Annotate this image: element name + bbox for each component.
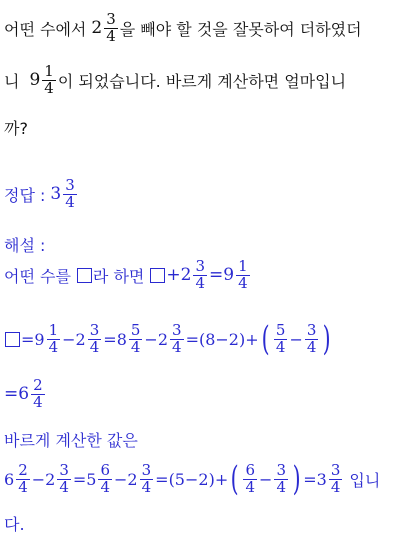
explanation-line-6: 다. xyxy=(4,515,25,534)
explanation-line-2: = 9 $\frac{1}{4}$ − 2 $\frac{3}{4}$ = 8 $\frac{5}{4}$ − 2 $\frac{3}{4}$ = (8−2) + ( $\frac{5}{4}$ − $\frac{3}{4}$ ) xyxy=(4,322,398,356)
fraction: $\frac{1}{4}$ xyxy=(48,320,59,356)
fraction: $\frac{5}{4}$ xyxy=(275,320,286,356)
fraction: $\frac{3}{4}$ xyxy=(276,460,286,496)
problem-line-3 xyxy=(4,116,398,139)
mixed-whole: 9 xyxy=(29,70,41,91)
fraction: $\frac{2}{4}$ xyxy=(18,460,28,496)
fraction: $\frac{3}{4}$ xyxy=(89,320,100,356)
explanation-line-1: 어떤 수를 라 하면 + 2 $\frac{3}{4}$ = 9 $\frac{1}{4}$ xyxy=(4,257,248,292)
answer-line xyxy=(4,178,398,211)
placeholder-box xyxy=(5,332,20,347)
fraction: $\frac{6}{4}$ xyxy=(100,460,111,496)
placeholder-box xyxy=(77,268,92,283)
explanation-line-4: 바르게 계산한 값은 xyxy=(4,431,138,450)
problem-text: 어떤 수에서 xyxy=(4,19,87,39)
fraction: $\frac{6}{4}$ xyxy=(245,460,256,496)
fraction: $\frac{3}{4}$ xyxy=(306,320,317,356)
fraction: $\frac{3}{4}$ xyxy=(106,10,116,45)
problem-text: 니 xyxy=(4,71,20,91)
problem-line-1 xyxy=(4,12,398,45)
problem-text: 까? xyxy=(4,119,28,138)
placeholder-box xyxy=(150,268,165,283)
explanation-line-5: 6 $\frac{2}{4}$ − 2 $\frac{3}{4}$ = 5 $\frac{6}{4}$ − 2 $\frac{3}{4}$ = (5−2) + ( $\frac{6}{4}$ − $\frac{3}{4}$ ) = 3 $\frac{3}{4}$ 입니 xyxy=(4,459,381,499)
fraction: $\frac{1}{4}$ xyxy=(238,257,248,292)
fraction: $\frac{1}{4}$ xyxy=(44,62,54,97)
fraction: $\frac{2}{4}$ xyxy=(33,376,43,411)
fraction: $\frac{3}{4}$ xyxy=(195,257,206,292)
fraction: $\frac{3}{4}$ xyxy=(172,320,182,356)
answer-label: 정답 : xyxy=(4,185,46,205)
fraction: $\frac{3}{4}$ xyxy=(141,460,152,496)
answer-whole: 3 xyxy=(50,184,62,205)
fraction: $\frac{3}{4}$ xyxy=(59,460,69,496)
explanation-line-3: = 6 $\frac{2}{4}$ xyxy=(4,376,43,411)
fraction: $\frac{3}{4}$ xyxy=(330,460,341,496)
fraction: $\frac{5}{4}$ xyxy=(130,320,141,356)
problem-text: 을 빼야 할 것을 잘못하여 더하였더 xyxy=(119,19,362,39)
mixed-whole: 2 xyxy=(91,18,103,39)
problem-text: 이 되었습니다. 바르게 계산하면 얼마입니 xyxy=(57,71,347,91)
answer-fraction: $\frac{3}{4}$ xyxy=(65,176,75,211)
explanation-title: 해설 : xyxy=(4,236,46,255)
problem-line-2 xyxy=(4,64,398,97)
